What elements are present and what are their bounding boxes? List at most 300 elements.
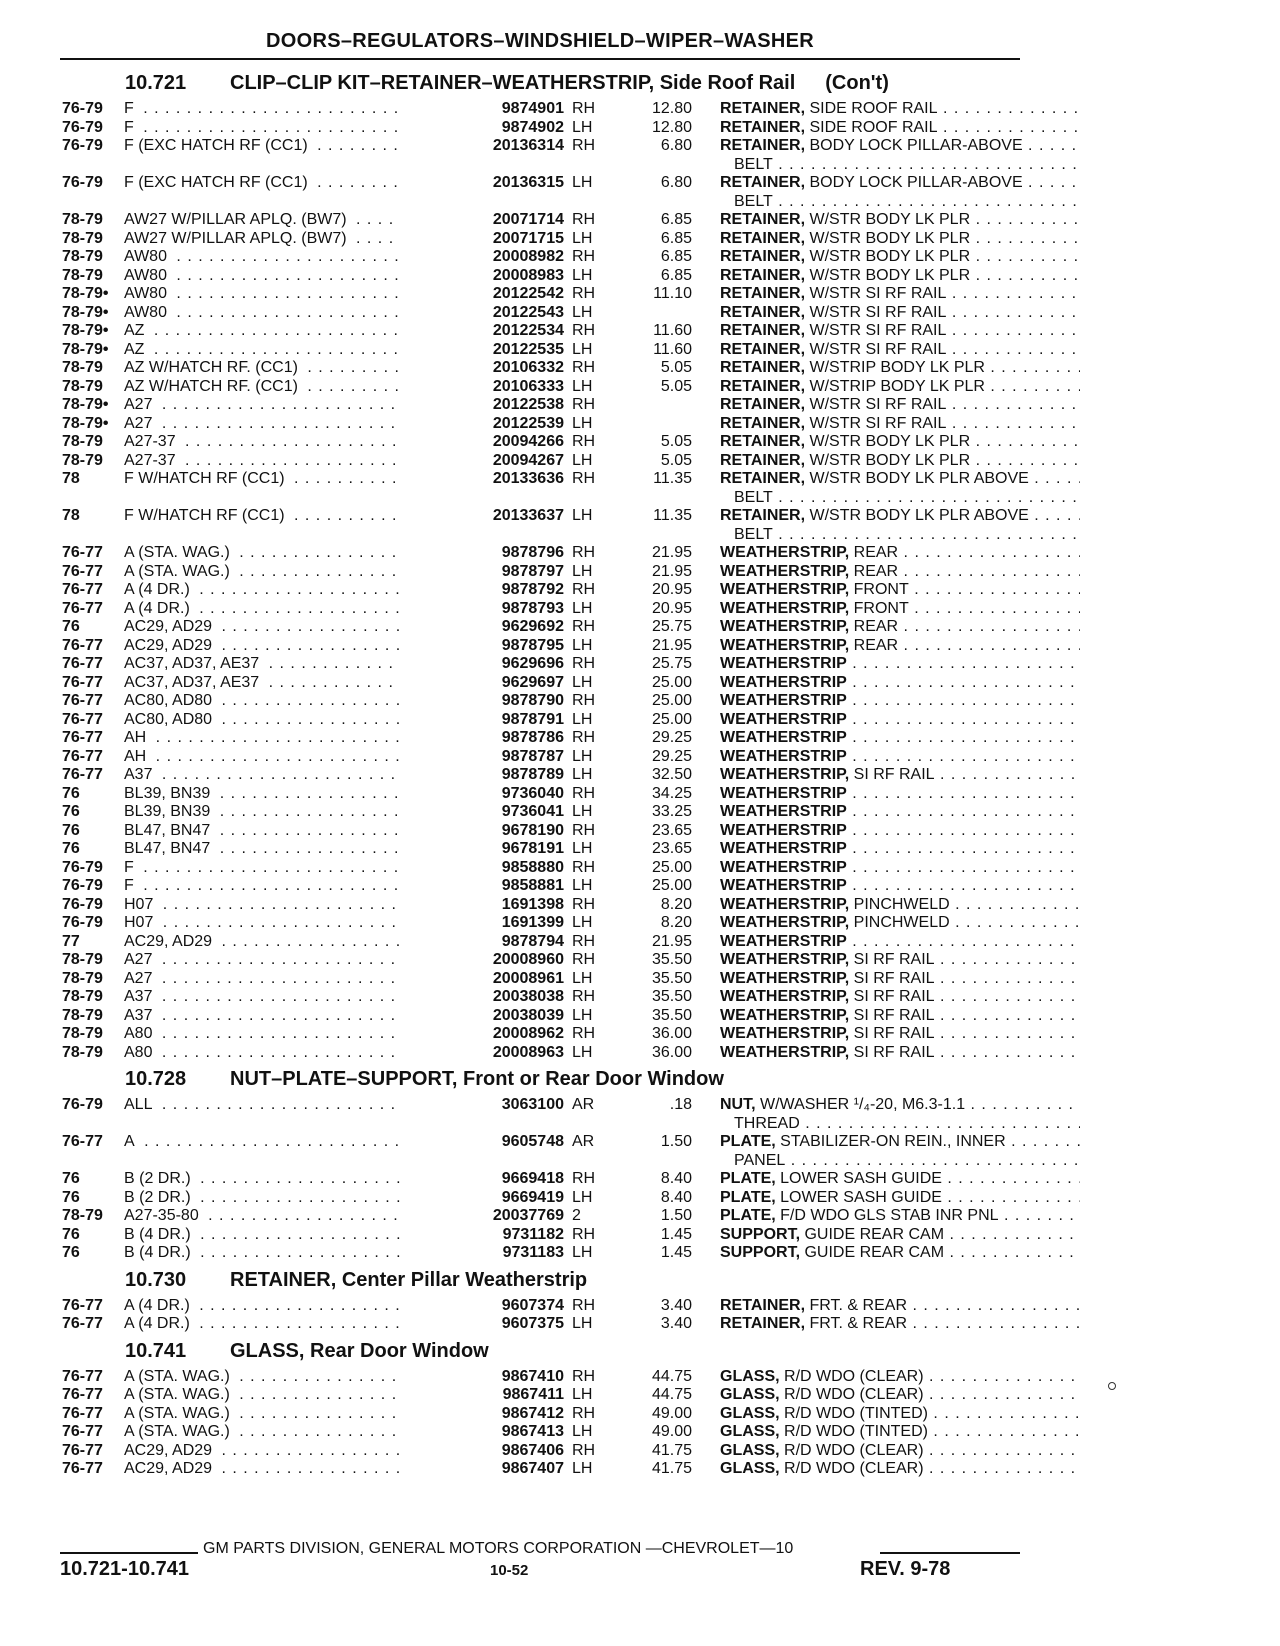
table-row <box>60 618 1020 637</box>
part-number-cell: 9629692 <box>400 618 564 637</box>
price-cell: 6.80 <box>660 137 692 154</box>
part-number-cell: 20008963 <box>400 1044 564 1063</box>
model-text: AW80 <box>124 303 167 321</box>
description-line: RETAINER, BODY LOCK PILLAR-ABOVE <box>720 137 1023 154</box>
footer-revision: REV. 9-78 <box>860 1558 951 1580</box>
description-text <box>720 859 1080 878</box>
description-text <box>720 563 1080 582</box>
description-cell <box>720 803 1080 822</box>
table-row <box>60 267 1020 286</box>
model-text: A <box>124 1133 135 1150</box>
description-cell <box>720 1207 1080 1226</box>
model-text: BL47, BN47 <box>124 840 211 857</box>
description-cell <box>720 119 1080 138</box>
model-text: AC80, AD80 <box>124 692 213 709</box>
part-number-cell: 9878796 <box>400 544 564 563</box>
description-cell <box>720 322 1080 341</box>
description-cell <box>720 896 1080 915</box>
table-row <box>60 1368 1020 1387</box>
description-cell <box>720 1025 1080 1044</box>
quantity-cell: LH <box>572 1043 593 1061</box>
part-number-cell: 20008960 <box>400 951 564 970</box>
description-cell <box>720 1189 1080 1208</box>
description-cell <box>720 637 1080 656</box>
model-text: A (4 DR.) <box>124 1296 190 1314</box>
description-line: WEATHERSTRIP <box>720 710 847 728</box>
part-number-cell: 1691399 <box>400 914 564 933</box>
description-text <box>720 988 1080 1007</box>
price-cell: 11.35 <box>653 470 692 487</box>
year-cell: 76 <box>62 1170 80 1187</box>
model-text: A80 <box>124 1025 153 1042</box>
quantity-cell: RH <box>572 544 596 561</box>
year-cell: 76-77 <box>62 1423 103 1440</box>
table-row <box>60 100 1020 119</box>
description-line: WEATHERSTRIP, PINCHWELD <box>720 895 950 913</box>
part-number-cell: 20122539 <box>400 415 564 434</box>
model-text: AC80, AD80 <box>124 710 213 728</box>
table-row <box>60 1386 1020 1405</box>
description-cell <box>720 618 1080 637</box>
description-continuation-text: BELT <box>734 192 773 210</box>
description-cell <box>720 1442 1080 1461</box>
year-cell: 76-77 <box>62 599 103 617</box>
part-number-cell: 20122538 <box>400 396 564 415</box>
model-text: BL47, BN47 <box>124 821 211 839</box>
description-line: GLASS, R/D WDO (TINTED) <box>720 1404 928 1422</box>
description-text <box>720 359 1080 378</box>
description-text <box>720 1133 1080 1152</box>
year-cell: 76-79 <box>62 858 103 876</box>
description-continuation <box>720 489 1080 508</box>
model-text: A27 <box>124 969 153 987</box>
quantity-cell: RH <box>572 248 596 265</box>
model-text: F W/HATCH RF (CC1) <box>124 470 285 487</box>
part-number-cell: 3063100 <box>400 1096 564 1115</box>
description-line: RETAINER, BODY LOCK PILLAR-ABOVE <box>720 174 1023 191</box>
year-cell: 76-77 <box>62 747 103 765</box>
table-row <box>60 1025 1020 1044</box>
description-line: RETAINER, W/STR BODY LK PLR ABOVE <box>720 507 1029 524</box>
description-text <box>720 803 1080 822</box>
description-line: RETAINER, SIDE ROOF RAIL <box>720 118 938 136</box>
model-text: AW80 <box>124 266 167 284</box>
quantity-cell: LH <box>572 1386 593 1403</box>
part-number-cell: 9731183 <box>400 1244 564 1263</box>
year-cell: 76-77 <box>62 544 103 561</box>
description-line: WEATHERSTRIP <box>720 747 847 765</box>
model-text: AZ <box>124 340 145 358</box>
description-line: RETAINER, W/STR BODY LK PLR <box>720 433 971 450</box>
description-line: WEATHERSTRIP <box>720 877 847 894</box>
model-text: A27-35-80 <box>124 1207 199 1224</box>
part-number-cell: 20008962 <box>400 1025 564 1044</box>
description-text <box>720 785 1080 804</box>
price-cell: 25.75 <box>651 618 692 635</box>
year-cell: 77 <box>62 932 80 950</box>
year-cell: 76-77 <box>62 562 103 580</box>
description-text <box>720 933 1080 952</box>
description-text <box>720 267 1080 286</box>
description-cell <box>720 914 1080 933</box>
section-heading <box>60 1334 1020 1368</box>
year-cell: 76-79 <box>62 118 103 136</box>
part-number-cell: 20038039 <box>400 1007 564 1026</box>
part-number-cell: 9878792 <box>400 581 564 600</box>
table-row <box>60 933 1020 952</box>
quantity-cell: LH <box>572 803 593 820</box>
description-line: WEATHERSTRIP, SI RF RAIL <box>720 969 935 987</box>
description-text <box>720 304 1080 323</box>
table-row <box>60 415 1020 434</box>
description-cell <box>720 970 1080 989</box>
price-cell: 5.05 <box>660 433 692 450</box>
year-cell: 76-79 <box>62 174 103 191</box>
price-cell: 5.05 <box>660 377 692 395</box>
table-row <box>60 914 1020 933</box>
price-cell: 11.60 <box>653 340 692 358</box>
description-line: RETAINER, W/STRIP BODY LK PLR <box>720 377 985 395</box>
part-number-cell: 9736041 <box>400 803 564 822</box>
description-text <box>720 137 1080 156</box>
description-cell <box>720 507 1080 544</box>
table-row <box>60 1423 1020 1442</box>
description-line: PLATE, LOWER SASH GUIDE <box>720 1188 942 1206</box>
description-line: RETAINER, W/STR BODY LK PLR <box>720 248 971 265</box>
price-cell: 25.00 <box>651 858 692 876</box>
description-line: GLASS, R/D WDO (CLEAR) <box>720 1386 924 1403</box>
quantity-cell: 2 <box>572 1207 581 1224</box>
part-number-cell: 9858881 <box>400 877 564 896</box>
part-number-cell: 20136315 <box>400 174 564 193</box>
description-text <box>720 1096 1080 1115</box>
part-number-cell: 9607375 <box>400 1315 564 1334</box>
description-text <box>720 1244 1080 1263</box>
description-line: RETAINER, W/STR BODY LK PLR <box>720 451 971 469</box>
part-number-cell: 9878787 <box>400 748 564 767</box>
description-line: WEATHERSTRIP, SI RF RAIL <box>720 1006 935 1024</box>
model-text: A (4 DR.) <box>124 581 190 598</box>
description-text <box>720 452 1080 471</box>
price-cell: 25.00 <box>651 673 692 691</box>
year-cell: 78-79• <box>62 303 109 321</box>
description-text <box>720 1368 1080 1387</box>
year-cell: 76-77 <box>62 1404 103 1422</box>
price-cell: 35.50 <box>651 1006 692 1024</box>
table-row <box>60 359 1020 378</box>
description-cell <box>720 711 1080 730</box>
model-text: A27-37 <box>124 433 176 450</box>
year-cell: 76 <box>62 618 80 635</box>
description-text <box>720 322 1080 341</box>
footer-rule-left <box>60 1552 198 1554</box>
year-cell: 76 <box>62 821 80 839</box>
quantity-cell: LH <box>572 562 593 580</box>
part-number-cell: 9867413 <box>400 1423 564 1442</box>
description-cell <box>720 1315 1080 1334</box>
quantity-cell: LH <box>572 1006 593 1024</box>
part-number-cell: 9878786 <box>400 729 564 748</box>
description-text <box>720 341 1080 360</box>
year-cell: 76-77 <box>62 710 103 728</box>
table-row <box>60 748 1020 767</box>
description-line: WEATHERSTRIP, REAR <box>720 618 899 635</box>
description-line: WEATHERSTRIP, REAR <box>720 544 899 561</box>
description-line: WEATHERSTRIP <box>720 821 847 839</box>
quantity-cell: LH <box>572 303 593 321</box>
part-number-cell: 20106333 <box>400 378 564 397</box>
year-cell: 76-77 <box>62 729 103 746</box>
year-cell: 78-79 <box>62 451 103 469</box>
part-number-cell: 9878789 <box>400 766 564 785</box>
model-text: A80 <box>124 1043 153 1061</box>
description-line: WEATHERSTRIP, FRONT <box>720 581 909 598</box>
description-cell <box>720 470 1080 507</box>
description-line: WEATHERSTRIP, SI RF RAIL <box>720 1025 935 1042</box>
part-number-cell: 9867406 <box>400 1442 564 1461</box>
part-number-cell: 9878795 <box>400 637 564 656</box>
part-number-cell: 9629697 <box>400 674 564 693</box>
quantity-cell: RH <box>572 1367 596 1385</box>
description-cell <box>720 600 1080 619</box>
model-text: F (EXC HATCH RF (CC1) <box>124 137 308 154</box>
price-cell: 41.75 <box>651 1441 692 1459</box>
description-text <box>720 1315 1080 1334</box>
description-text <box>720 396 1080 415</box>
quantity-cell: RH <box>572 470 596 487</box>
table-row <box>60 563 1020 582</box>
price-cell: 6.85 <box>660 248 692 265</box>
table-row <box>60 840 1020 859</box>
section-heading <box>60 66 1020 100</box>
section-title-text: RETAINER, Center Pillar Weatherstrip <box>230 1268 588 1291</box>
quantity-cell: LH <box>572 507 593 524</box>
year-cell: 78-79 <box>62 433 103 450</box>
description-cell <box>720 766 1080 785</box>
quantity-cell: RH <box>572 932 596 950</box>
year-cell: 78-79 <box>62 377 103 395</box>
price-cell: 20.95 <box>651 599 692 617</box>
model-text: F W/HATCH RF (CC1) <box>124 507 285 524</box>
model-text: F <box>124 100 134 117</box>
price-cell: 23.65 <box>651 821 692 839</box>
quantity-cell: RH <box>572 988 596 1005</box>
model-text: AW27 W/PILLAR APLQ. (BW7) <box>124 229 347 247</box>
price-cell: 33.25 <box>651 803 692 820</box>
year-cell: 76-77 <box>62 655 103 672</box>
model-text: F <box>124 858 134 876</box>
description-cell <box>720 359 1080 378</box>
quantity-cell: LH <box>572 840 593 857</box>
quantity-cell: LH <box>572 673 593 691</box>
model-text: AH <box>124 747 147 765</box>
section-continued: (Con't) <box>825 72 889 94</box>
price-cell: 6.85 <box>660 211 692 228</box>
description-text <box>720 840 1080 859</box>
description-text <box>720 285 1080 304</box>
quantity-cell: AR <box>572 1133 595 1150</box>
year-cell: 76 <box>62 1188 80 1206</box>
description-line: GLASS, R/D WDO (CLEAR) <box>720 1460 924 1477</box>
description-text <box>720 544 1080 563</box>
description-text <box>720 415 1080 434</box>
part-number-cell: 9878794 <box>400 933 564 952</box>
year-cell: 78-79• <box>62 396 109 413</box>
table-row <box>60 285 1020 304</box>
model-text: AW80 <box>124 285 167 302</box>
year-cell: 76 <box>62 840 80 857</box>
description-line: WEATHERSTRIP <box>720 729 847 746</box>
description-cell <box>720 933 1080 952</box>
year-cell: 76-77 <box>62 1296 103 1314</box>
description-line: WEATHERSTRIP <box>720 692 847 709</box>
price-cell: 6.85 <box>660 229 692 247</box>
quantity-cell: LH <box>572 599 593 617</box>
description-cell <box>720 1244 1080 1263</box>
description-cell <box>720 674 1080 693</box>
description-line: RETAINER, FRT. & REAR <box>720 1315 907 1332</box>
quantity-cell: RH <box>572 359 596 376</box>
year-cell: 76-77 <box>62 1386 103 1403</box>
price-cell: 11.10 <box>653 285 692 302</box>
description-cell <box>720 563 1080 582</box>
quantity-cell: RH <box>572 433 596 450</box>
description-cell <box>720 433 1080 452</box>
quantity-cell: LH <box>572 174 593 191</box>
description-text <box>720 655 1080 674</box>
price-cell: 6.80 <box>660 174 692 191</box>
description-line: WEATHERSTRIP, FRONT <box>720 599 909 617</box>
quantity-cell: LH <box>572 1244 593 1261</box>
table-row <box>60 1405 1020 1424</box>
price-cell: 23.65 <box>651 840 692 857</box>
footer-publisher-line <box>60 1538 1020 1560</box>
price-cell: 21.95 <box>651 544 692 561</box>
description-continuation <box>720 1115 1080 1134</box>
quantity-cell: RH <box>572 1296 596 1314</box>
description-cell <box>720 1096 1080 1133</box>
model-text: AC37, AD37, AE37 <box>124 655 260 672</box>
price-cell: 11.35 <box>653 507 692 524</box>
price-cell: 8.40 <box>660 1170 692 1187</box>
year-cell: 78-79 <box>62 988 103 1005</box>
quantity-cell: RH <box>572 858 596 876</box>
table-row <box>60 859 1020 878</box>
description-text <box>720 378 1080 397</box>
part-number-cell: 20122535 <box>400 341 564 360</box>
quantity-cell: LH <box>572 710 593 728</box>
description-text <box>720 1405 1080 1424</box>
table-row <box>60 470 1029 507</box>
table-row <box>60 1044 1020 1063</box>
description-cell <box>720 1133 1080 1170</box>
section-number: 10.730 <box>125 1268 187 1291</box>
model-text: BL39, BN39 <box>124 784 211 802</box>
table-row <box>60 378 1020 397</box>
description-cell <box>720 748 1080 767</box>
year-cell: 76-77 <box>62 673 103 691</box>
table-row <box>60 1007 1020 1026</box>
year-cell: 78-79 <box>62 1207 103 1224</box>
description-line: RETAINER, W/STR BODY LK PLR <box>720 266 971 284</box>
table-row <box>60 711 1020 730</box>
table-row <box>60 1315 1020 1334</box>
price-cell: 20.95 <box>651 581 692 598</box>
table-row <box>60 896 1020 915</box>
section-heading <box>60 1263 1020 1297</box>
table-row <box>60 655 1020 674</box>
quantity-cell: RH <box>572 895 596 913</box>
description-text <box>720 1423 1080 1442</box>
description-cell <box>720 1405 1080 1424</box>
description-cell <box>720 452 1080 471</box>
description-text <box>720 230 1080 249</box>
quantity-cell: RH <box>572 211 596 228</box>
year-cell: 76-77 <box>62 1315 103 1332</box>
description-text <box>720 914 1080 933</box>
section-title <box>230 1334 489 1368</box>
quantity-cell: RH <box>572 285 596 302</box>
description-continuation <box>720 193 1080 212</box>
table-row <box>60 766 1020 785</box>
year-cell: 78-79 <box>62 211 103 228</box>
description-cell <box>720 729 1080 748</box>
year-cell: 78-79 <box>62 951 103 968</box>
section-number: 10.728 <box>125 1068 187 1090</box>
part-number-cell: 9878793 <box>400 600 564 619</box>
description-cell <box>720 285 1080 304</box>
table-row <box>60 341 1020 360</box>
footer-rule-right <box>880 1552 1020 1554</box>
part-number-cell: 20122543 <box>400 304 564 323</box>
description-cell <box>720 840 1080 859</box>
table-row <box>60 785 1020 804</box>
model-text: AC29, AD29 <box>124 1441 213 1459</box>
description-line: RETAINER, W/STR SI RF RAIL <box>720 303 947 321</box>
part-number-cell: 9605748 <box>400 1133 564 1152</box>
part-number-cell: 9867412 <box>400 1405 564 1424</box>
table-row <box>60 970 1020 989</box>
table-row <box>60 1189 1020 1208</box>
description-text <box>720 1460 1080 1479</box>
description-line: RETAINER, W/STR BODY LK PLR <box>720 229 971 247</box>
section-title <box>230 1062 724 1096</box>
description-text <box>720 748 1080 767</box>
model-text: A (STA. WAG.) <box>124 1386 230 1403</box>
price-cell: 8.20 <box>660 895 692 913</box>
year-cell: 76 <box>62 1244 80 1261</box>
description-cell <box>720 877 1080 896</box>
year-cell: 76-77 <box>62 636 103 654</box>
price-cell: 1.50 <box>660 1207 692 1224</box>
price-cell: 35.50 <box>651 951 692 968</box>
quantity-cell: RH <box>572 1170 596 1187</box>
quantity-cell: LH <box>572 877 593 894</box>
description-text <box>720 248 1080 267</box>
year-cell: 78-79 <box>62 1006 103 1024</box>
model-text: AZ <box>124 322 145 339</box>
quantity-cell: RH <box>572 581 596 598</box>
model-text: AC37, AD37, AE37 <box>124 673 260 691</box>
description-cell <box>720 1226 1080 1245</box>
part-number-cell: 9731182 <box>400 1226 564 1245</box>
description-line: PLATE, STABILIZER-ON REIN., INNER <box>720 1133 1006 1150</box>
description-line: WEATHERSTRIP, SI RF RAIL <box>720 951 935 968</box>
description-cell <box>720 211 1080 230</box>
description-cell <box>720 230 1080 249</box>
table-row <box>60 674 1020 693</box>
year-cell: 78-79• <box>62 322 109 339</box>
